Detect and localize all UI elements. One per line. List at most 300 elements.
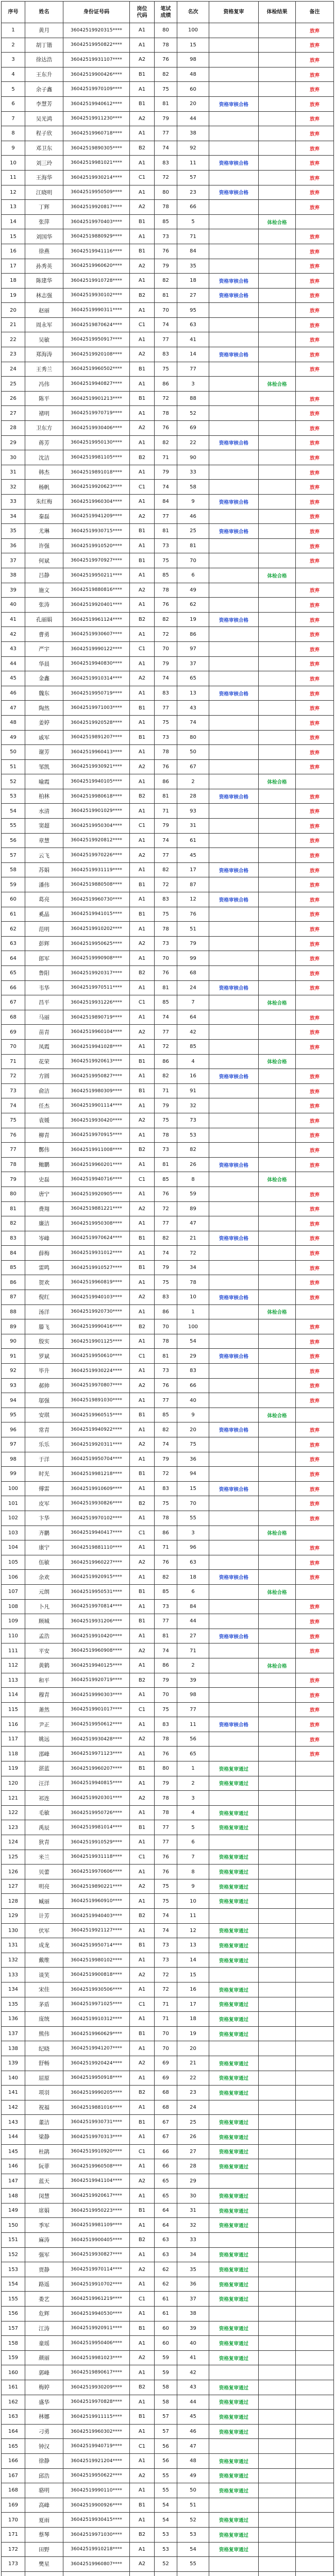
- name-cell: 丁辉: [25, 200, 63, 215]
- review-status-cell: 资格复审通过: [209, 2380, 259, 2395]
- seq-cell: 140: [2, 2071, 25, 2086]
- name-cell: 米兰: [25, 1850, 63, 1865]
- review-status-cell: [209, 877, 259, 892]
- post-code-cell: A1: [130, 1393, 155, 1408]
- rank-cell: 22: [177, 2071, 209, 2086]
- seq-cell: 52: [2, 774, 25, 789]
- post-code-cell: A2: [130, 2351, 155, 2366]
- post-code-cell: B2: [130, 613, 155, 628]
- post-code-cell: A2: [130, 2056, 155, 2071]
- written-score-cell: 59: [155, 2351, 177, 2366]
- remark-cell: [296, 2336, 334, 2351]
- table-row: [2, 1614, 334, 1629]
- written-score-cell: 82: [155, 1422, 177, 1437]
- review-status-cell: [209, 804, 259, 819]
- seq-cell: 107: [2, 1585, 25, 1600]
- seq-cell: 108: [2, 1600, 25, 1615]
- id-number-cell: 36042519990303****: [63, 1688, 130, 1703]
- id-number-cell: 36042519981021****: [63, 156, 130, 171]
- name-cell: 计芳: [25, 1909, 63, 1924]
- header-rank: 名次: [177, 2, 209, 23]
- remark-cell: 放弃: [296, 1540, 334, 1555]
- seq-cell: 69: [2, 1025, 25, 1040]
- name-cell: 严宇: [25, 642, 63, 657]
- id-number-cell: 36042519981023****: [63, 2351, 130, 2366]
- id-number-cell: 36042519900926****: [63, 2498, 130, 2513]
- post-code-cell: A1: [130, 1128, 155, 1143]
- post-code-cell: B1: [130, 1820, 155, 1835]
- review-status-cell: [209, 2439, 259, 2454]
- seq-cell: 57: [2, 848, 25, 863]
- name-cell: 毛敏: [25, 1806, 63, 1821]
- physical-exam-cell: [259, 789, 296, 804]
- physical-exam-cell: [259, 1614, 296, 1629]
- table-row: [2, 1703, 334, 1718]
- physical-exam-cell: [259, 1202, 296, 1217]
- post-code-cell: B2: [130, 289, 155, 303]
- written-score-cell: 72: [155, 877, 177, 892]
- written-score-cell: 76: [155, 1850, 177, 1865]
- seq-cell: 84: [2, 1246, 25, 1261]
- id-number-cell: 36042519950918****: [63, 2071, 130, 2086]
- seq-cell: 4: [2, 67, 25, 82]
- post-code-cell: A2: [130, 347, 155, 362]
- rank-cell: 56: [177, 1732, 209, 1747]
- review-status-cell: [209, 377, 259, 392]
- seq-cell: 5: [2, 82, 25, 97]
- seq-cell: 42: [2, 627, 25, 642]
- post-code-cell: A2: [130, 1791, 155, 1806]
- table-row: [2, 789, 334, 804]
- seq-cell: 159: [2, 2351, 25, 2366]
- rank-cell: 6: [177, 568, 209, 583]
- review-status-cell: [209, 126, 259, 141]
- review-status-cell: [209, 1113, 259, 1128]
- review-status-cell: 资格复审通过: [209, 2071, 259, 2086]
- table-row: [2, 1717, 334, 1732]
- name-cell: 刁勇: [25, 2425, 63, 2439]
- id-number-cell: 36042519950211****: [63, 568, 130, 583]
- review-status-cell: [209, 716, 259, 731]
- rank-cell: 43: [177, 2380, 209, 2395]
- rank-cell: 84: [177, 1600, 209, 1615]
- post-code-cell: B1: [130, 2027, 155, 2042]
- rank-cell: 69: [177, 421, 209, 436]
- physical-exam-cell: [259, 1865, 296, 1879]
- name-cell: 邵峰: [25, 1747, 63, 1761]
- seq-cell: 161: [2, 2380, 25, 2395]
- id-number-cell: 36042519960502****: [63, 362, 130, 377]
- written-score-cell: 75: [155, 1496, 177, 1511]
- rank-cell: 75: [177, 1437, 209, 1452]
- physical-exam-cell: [259, 1982, 296, 1997]
- name-cell: 刘国华: [25, 229, 63, 244]
- name-cell: 褚明: [25, 406, 63, 421]
- written-score-cell: 76: [155, 760, 177, 775]
- name-cell: 马丽: [25, 1010, 63, 1025]
- table-row: [2, 1482, 334, 1497]
- name-cell: 傅雷: [25, 1482, 63, 1497]
- table-row: [2, 436, 334, 451]
- remark-cell: [296, 2189, 334, 2204]
- seq-cell: 126: [2, 1865, 25, 1879]
- table-row: [2, 2115, 334, 2130]
- seq-cell: 92: [2, 1364, 25, 1379]
- review-status-cell: 资格审核合格: [209, 524, 259, 539]
- physical-exam-cell: [259, 38, 296, 53]
- post-code-cell: A2: [130, 1879, 155, 1894]
- review-status-cell: 资格复审通过: [209, 2012, 259, 2027]
- physical-exam-cell: [259, 2041, 296, 2056]
- post-code-cell: C1: [130, 1526, 155, 1541]
- name-cell: 郑海涛: [25, 347, 63, 362]
- name-cell: 孟浩: [25, 1629, 63, 1644]
- physical-exam-cell: [259, 289, 296, 303]
- id-number-cell: 36042519971123****: [63, 1747, 130, 1761]
- id-number-cell: 36042519960104****: [63, 1025, 130, 1040]
- table-row: [2, 1305, 334, 1320]
- remark-cell: 放弃: [296, 303, 334, 318]
- rank-cell: 34: [177, 1261, 209, 1276]
- id-number-cell: 36042519920401****: [63, 598, 130, 613]
- review-status-cell: [209, 2174, 259, 2189]
- physical-exam-cell: [259, 2262, 296, 2277]
- name-cell: 郎军: [25, 951, 63, 966]
- rank-cell: 36: [177, 1452, 209, 1467]
- rank-cell: 29: [177, 2174, 209, 2189]
- seq-cell: 102: [2, 1511, 25, 1526]
- written-score-cell: 78: [155, 200, 177, 215]
- review-status-cell: [209, 1128, 259, 1143]
- review-status-cell: [209, 2365, 259, 2380]
- rank-cell: 42: [177, 1025, 209, 1040]
- written-score-cell: 80: [155, 1761, 177, 1776]
- id-number-cell: 36042519920317****: [63, 966, 130, 981]
- review-status-cell: [209, 1968, 259, 1982]
- physical-exam-cell: [259, 450, 296, 465]
- rank-cell: 37: [177, 657, 209, 672]
- seq-cell: 87: [2, 1290, 25, 1305]
- id-number-cell: 36042519960629****: [63, 2027, 130, 2042]
- rank-cell: 44: [177, 2395, 209, 2410]
- remark-cell: [296, 2572, 334, 2576]
- table-row: [2, 892, 334, 907]
- review-status-cell: 资格复审通过: [209, 2483, 259, 2498]
- seq-cell: 162: [2, 2395, 25, 2410]
- id-number-cell: 36042519891207****: [63, 731, 130, 745]
- physical-exam-cell: [259, 2528, 296, 2543]
- remark-cell: 放弃: [296, 126, 334, 141]
- header-written-score: 笔试 成绩: [155, 2, 177, 23]
- written-score-cell: 74: [155, 834, 177, 849]
- name-cell: 毕升: [25, 1364, 63, 1379]
- remark-cell: [296, 1865, 334, 1879]
- seq-cell: 29: [2, 436, 25, 451]
- rank-cell: 48: [177, 2454, 209, 2469]
- written-score-cell: 69: [155, 2071, 177, 2086]
- seq-cell: 135: [2, 1997, 25, 2012]
- table-row: [2, 1894, 334, 1909]
- table-row: [2, 1982, 334, 1997]
- post-code-cell: A1: [130, 2041, 155, 2056]
- physical-exam-cell: [259, 97, 296, 112]
- rank-cell: 51: [177, 922, 209, 937]
- remark-cell: [296, 2439, 334, 2454]
- id-number-cell: 36042519950827****: [63, 1069, 130, 1084]
- name-cell: 林志强: [25, 289, 63, 303]
- name-cell: 臧丽: [25, 1894, 63, 1909]
- review-status-cell: [209, 332, 259, 347]
- name-cell: 禹辰: [25, 1820, 63, 1835]
- table-row: [2, 215, 334, 230]
- seq-cell: 88: [2, 1305, 25, 1320]
- remark-cell: [296, 1924, 334, 1939]
- id-number-cell: 36042519960227****: [63, 1555, 130, 1570]
- physical-exam-cell: [259, 2469, 296, 2484]
- review-status-cell: 资格审核合格: [209, 347, 259, 362]
- remark-cell: 放弃: [296, 510, 334, 524]
- physical-exam-cell: [259, 2145, 296, 2160]
- remark-cell: 放弃: [296, 1084, 334, 1099]
- written-score-cell: 76: [155, 1555, 177, 1570]
- id-number-cell: 36042519971030****: [63, 2528, 130, 2543]
- remark-cell: 放弃: [296, 1467, 334, 1482]
- written-score-cell: 74: [155, 480, 177, 495]
- seq-cell: 23: [2, 347, 25, 362]
- post-code-cell: A1: [130, 863, 155, 878]
- name-cell: 舒畅: [25, 2056, 63, 2071]
- written-score-cell: 65: [155, 2189, 177, 2204]
- table-row: [2, 1172, 334, 1187]
- table-row: [2, 716, 334, 731]
- physical-exam-cell: [259, 1703, 296, 1718]
- written-score-cell: 75: [155, 1703, 177, 1718]
- name-cell: 王东升: [25, 67, 63, 82]
- post-code-cell: A1: [130, 1069, 155, 1084]
- physical-exam-cell: [259, 1776, 296, 1791]
- post-code-cell: A1: [130, 23, 155, 38]
- post-code-cell: C1: [130, 642, 155, 657]
- written-score-cell: 79: [155, 112, 177, 127]
- remark-cell: [296, 2469, 334, 2484]
- header-name: 姓名: [25, 2, 63, 23]
- written-score-cell: 81: [155, 1158, 177, 1173]
- written-score-cell: 77: [155, 1614, 177, 1629]
- physical-exam-cell: [259, 2307, 296, 2321]
- rank-cell: 63: [177, 1555, 209, 1570]
- remark-cell: [296, 1526, 334, 1541]
- physical-exam-cell: [259, 421, 296, 436]
- header-seq: 序号: [2, 2, 25, 23]
- table-row: [2, 259, 334, 274]
- table-row: [2, 126, 334, 141]
- id-number-cell: 36042519881016****: [63, 2100, 130, 2115]
- name-cell: 戚军: [25, 731, 63, 745]
- remark-cell: 放弃: [296, 1158, 334, 1173]
- rank-cell: 34: [177, 2248, 209, 2263]
- post-code-cell: A1: [130, 2100, 155, 2115]
- name-cell: 季军: [25, 2218, 63, 2233]
- review-status-cell: [209, 966, 259, 981]
- post-code-cell: B1: [130, 553, 155, 568]
- review-status-cell: [209, 951, 259, 966]
- written-score-cell: 70: [155, 2027, 177, 2042]
- post-code-cell: B1: [130, 67, 155, 82]
- rank-cell: 14: [177, 1953, 209, 1968]
- seq-cell: 129: [2, 1909, 25, 1924]
- post-code-cell: A2: [130, 53, 155, 67]
- id-number-cell: 36042519900426****: [63, 67, 130, 82]
- written-score-cell: 52: [155, 2557, 177, 2572]
- remark-cell: 放弃: [296, 1555, 334, 1570]
- remark-cell: 放弃: [296, 745, 334, 760]
- physical-exam-cell: [259, 2454, 296, 2469]
- review-status-cell: [209, 1703, 259, 1718]
- review-status-cell: 资格复审通过: [209, 2543, 259, 2557]
- id-number-cell: 36042519900405****: [63, 2233, 130, 2248]
- name-cell: 韩杰: [25, 465, 63, 480]
- name-cell: 邹凯: [25, 760, 63, 775]
- post-code-cell: B1: [130, 362, 155, 377]
- table-row: [2, 1879, 334, 1894]
- review-status-cell: [209, 1732, 259, 1747]
- table-row: [2, 2572, 334, 2576]
- physical-exam-cell: [259, 259, 296, 274]
- id-number-cell: 36042519890617****: [63, 2365, 130, 2380]
- review-status-cell: [209, 23, 259, 38]
- seq-cell: 100: [2, 1482, 25, 1497]
- post-code-cell: A1: [130, 1010, 155, 1025]
- seq-cell: [2, 2572, 25, 2576]
- name-cell: 贝蕾: [25, 1865, 63, 1879]
- review-status-cell: [209, 1334, 259, 1349]
- table-row: [2, 229, 334, 244]
- table-row: [2, 907, 334, 922]
- review-status-cell: [209, 171, 259, 185]
- physical-exam-cell: [259, 2027, 296, 2042]
- seq-cell: 111: [2, 1643, 25, 1658]
- review-status-cell: [209, 1496, 259, 1511]
- remark-cell: 放弃: [296, 524, 334, 539]
- seq-cell: 123: [2, 1820, 25, 1835]
- rank-cell: 91: [177, 1084, 209, 1099]
- post-code-cell: A1: [130, 1629, 155, 1644]
- rank-cell: 40: [177, 2336, 209, 2351]
- seq-cell: 25: [2, 377, 25, 392]
- rank-cell: 45: [177, 848, 209, 863]
- review-status-cell: [209, 1408, 259, 1423]
- table-row: [2, 1143, 334, 1158]
- review-status-cell: [209, 1379, 259, 1394]
- name-cell: 金鑫: [25, 671, 63, 686]
- review-status-cell: [209, 303, 259, 318]
- seq-cell: 153: [2, 2262, 25, 2277]
- table-row: [2, 671, 334, 686]
- post-code-cell: A1: [130, 38, 155, 53]
- table-row: [2, 1600, 334, 1615]
- review-status-cell: 资格复审通过: [209, 2130, 259, 2145]
- id-number-cell: 36042519940417****: [63, 1526, 130, 1541]
- post-code-cell: A2: [130, 2557, 155, 2572]
- written-score-cell: 69: [155, 2056, 177, 2071]
- rank-cell: 43: [177, 701, 209, 716]
- id-number-cell: 36042519920108****: [63, 347, 130, 362]
- written-score-cell: 72: [155, 1968, 177, 1982]
- id-number-cell: 36042519891018****: [63, 465, 130, 480]
- rank-cell: 55: [177, 1511, 209, 1526]
- seq-cell: 138: [2, 2041, 25, 2056]
- remark-cell: [296, 2041, 334, 2056]
- review-status-cell: 资格审核合格: [209, 863, 259, 878]
- physical-exam-cell: [259, 671, 296, 686]
- rank-cell: 36: [177, 2277, 209, 2292]
- name-cell: 皮军: [25, 1496, 63, 1511]
- remark-cell: 放弃: [296, 731, 334, 745]
- post-code-cell: B2: [130, 1143, 155, 1158]
- rank-cell: 27: [177, 2145, 209, 2160]
- physical-exam-cell: 体检合格: [259, 1055, 296, 1070]
- name-cell: 平安: [25, 1643, 63, 1658]
- seq-cell: 58: [2, 863, 25, 878]
- review-status-cell: [209, 1055, 259, 1070]
- review-status-cell: [209, 1452, 259, 1467]
- name-cell: 酆伟: [25, 1143, 63, 1158]
- written-score-cell: 74: [155, 141, 177, 156]
- remark-cell: 放弃: [296, 112, 334, 127]
- review-status-cell: 资格复审通过: [209, 2204, 259, 2218]
- review-status-cell: 资格审核合格: [209, 1422, 259, 1437]
- id-number-cell: 36042519970102****: [63, 1511, 130, 1526]
- id-number-cell: 36042519941116****: [63, 244, 130, 259]
- remark-cell: [296, 1791, 334, 1806]
- written-score-cell: 61: [155, 2307, 177, 2321]
- physical-exam-cell: [259, 244, 296, 259]
- written-score-cell: 63: [155, 2233, 177, 2248]
- post-code-cell: B1: [130, 1408, 155, 1423]
- written-score-cell: 73: [155, 1600, 177, 1615]
- physical-exam-cell: [259, 731, 296, 745]
- name-cell: 倪红: [25, 1290, 63, 1305]
- id-number-cell: 36042519920528****: [63, 716, 130, 731]
- post-code-cell: A1: [130, 1246, 155, 1261]
- id-number-cell: 36042519960207****: [63, 1761, 130, 1776]
- post-code-cell: A1: [130, 2159, 155, 2174]
- name-cell: 谢芳: [25, 745, 63, 760]
- written-score-cell: 77: [155, 510, 177, 524]
- seq-cell: 46: [2, 686, 25, 701]
- written-score-cell: 70: [155, 1319, 177, 1334]
- table-row: [2, 141, 334, 156]
- physical-exam-cell: [259, 1643, 296, 1658]
- post-code-cell: A1: [130, 465, 155, 480]
- rank-cell: 50: [177, 2483, 209, 2498]
- name-cell: 尹正: [25, 1717, 63, 1732]
- id-number-cell: 36042519930731****: [63, 2115, 130, 2130]
- review-status-cell: 资格审核合格: [209, 686, 259, 701]
- name-cell: 曹勇: [25, 627, 63, 642]
- remark-cell: [296, 2056, 334, 2071]
- physical-exam-cell: [259, 1319, 296, 1334]
- physical-exam-cell: [259, 1010, 296, 1025]
- name-cell: 宋佳: [25, 1982, 63, 1997]
- remark-cell: 放弃: [296, 141, 334, 156]
- rank-cell: 70: [177, 553, 209, 568]
- id-number-cell: 36042519891030****: [63, 1393, 130, 1408]
- rank-cell: 38: [177, 126, 209, 141]
- table-row: [2, 200, 334, 215]
- written-score-cell: 74: [155, 671, 177, 686]
- table-row: [2, 1953, 334, 1968]
